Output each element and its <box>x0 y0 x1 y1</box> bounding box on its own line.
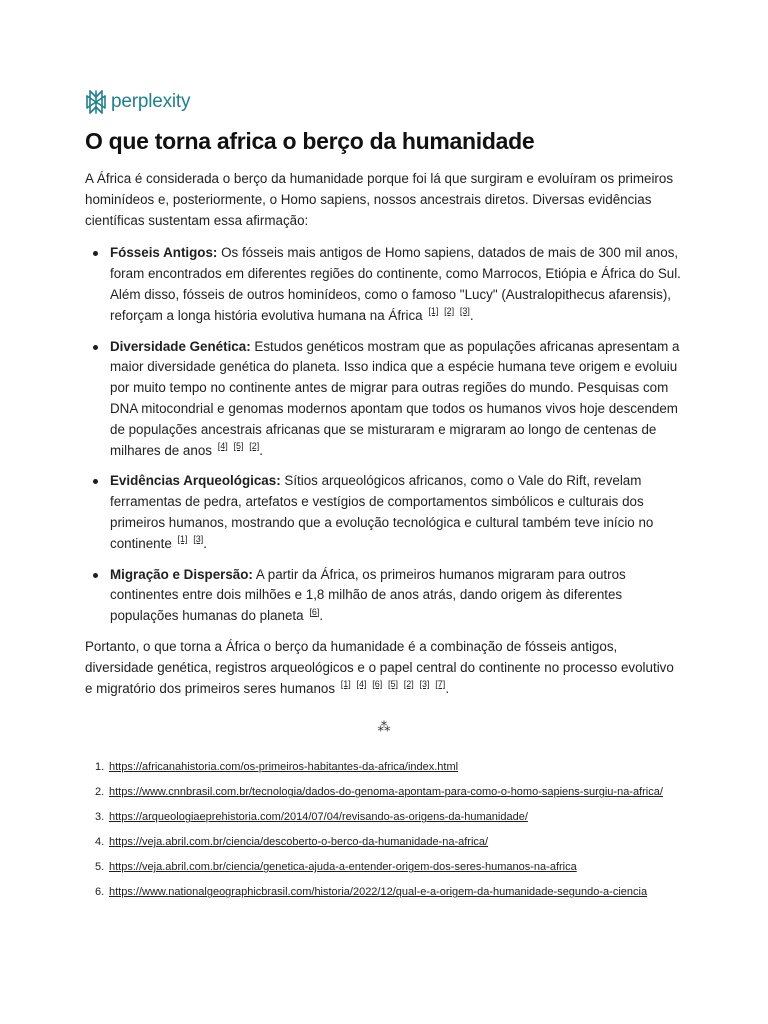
citation-link[interactable]: [5] <box>388 679 399 690</box>
citation-link[interactable]: [1] <box>340 679 351 690</box>
citation-link[interactable]: [3] <box>419 679 430 690</box>
source-link[interactable]: https://veja.abril.com.br/ciencia/genetica-ajuda-a-entender-origem-dos-seres-humanos-na-africa <box>109 861 577 874</box>
sources-list <box>85 759 683 901</box>
source-item <box>85 884 683 901</box>
source-number: 5. <box>95 861 105 874</box>
list-item-text: Estudos genéticos mostram que as populações africanas apresentam a maior diversidade genética do planeta. Isso indica que a espécie humana teve origem e evoluiu por muito tempo no continente antes de migrar para outras regiões do mundo. Pesquisas com DNA mitocondrial e genomas modernos apontam que todos os humanos vivos hoje descendem de populações ancestrais africanas que se misturaram e migraram ao longo de centenas de milhares de anos <box>110 338 680 458</box>
perplexity-logo-icon <box>85 89 107 115</box>
page-title: O que torna africa o berço da humanidade <box>85 128 535 154</box>
source-number: 2. <box>95 786 105 799</box>
source-number: 1. <box>95 761 105 774</box>
conclusion-paragraph: Portanto, o que torna a África o berço da humanidade é a combinação de fósseis antigos, diversidade genética, registros arqueológicos e o papel central do continente no processo evolutivo e migratório dos primeiros seres humanos [1] [4] [6] [5] [2] [3] [7]. <box>85 638 674 696</box>
source-item <box>85 809 683 826</box>
intro-paragraph: A África é considerada o berço da humanidade porque foi lá que surgiram e evoluíram os primeiros hominídeos e, posteriormente, o Homo sapiens, nossos ancestrais diretos. Diversas evidências científicas sustentam essa afirmação: <box>85 171 674 228</box>
citation-link[interactable]: [4] <box>217 441 228 452</box>
citation-link[interactable]: [3] <box>459 306 470 317</box>
citation-link[interactable]: [5] <box>233 441 244 452</box>
document-page <box>85 86 683 909</box>
list-item: Migração e Dispersão: A partir da África, os primeiros humanos migraram para outros continentes entre dois milhões e 1,8 milhão de anos atrás, dando origem às diferentes populações humanas do planeta [6]. <box>85 565 683 627</box>
source-item <box>85 834 683 851</box>
citation-link[interactable]: [2] <box>249 441 260 452</box>
bullet-icon <box>93 345 98 350</box>
source-link[interactable]: https://arqueologiaeprehistoria.com/2014/07/04/revisando-as-origens-da-humanidade/ <box>109 811 528 824</box>
bullet-icon <box>93 479 98 484</box>
source-link[interactable]: https://africanahistoria.com/os-primeiros-habitantes-da-africa/index.html <box>109 761 459 774</box>
citation-link[interactable]: [1] <box>428 306 439 317</box>
citation-link[interactable]: [7] <box>435 679 446 690</box>
evidence-list <box>85 243 683 627</box>
bullet-icon <box>93 251 98 256</box>
source-item <box>85 859 683 876</box>
brand-name: perplexity <box>111 91 191 112</box>
citation-link[interactable]: [6] <box>372 679 383 690</box>
source-item <box>85 784 683 801</box>
source-number: 6. <box>95 886 105 899</box>
citation-link[interactable]: [2] <box>444 306 455 317</box>
section-divider: ⁂ <box>377 719 391 735</box>
citation-link[interactable]: [1] <box>177 534 188 545</box>
source-link[interactable]: https://www.nationalgeographicbrasil.com/historia/2022/12/qual-e-a-origem-da-humanidade-segundo-a-ciencia <box>109 886 648 899</box>
citation-link[interactable]: [4] <box>356 679 367 690</box>
list-item: Evidências Arqueológicas: Sítios arqueológicos africanos, como o Vale do Rift, revelam ferramentas de pedra, artefatos e vestígios de comportamentos simbólicos e culturais dos primeiros humanos, mostrando que a evolução tecnológica e cultural também teve início no continente [1] [3]. <box>85 471 683 554</box>
list-item-text: A partir da África, os primeiros humanos migraram para outros continentes entre dois milhões e 1,8 milhão de anos atrás, dando origem às diferentes populações humanas do planeta <box>110 566 626 624</box>
list-item: Diversidade Genética: Estudos genéticos mostram que as populações africanas apresentam a maior diversidade genética do planeta. Isso indica que a espécie humana teve origem e evoluiu por muito tempo no continente antes de migrar para outras regiões do mundo. Pesquisas com DNA mitocondrial e genomas modernos apontam que todos os humanos vivos hoje descendem de populações ancestrais africanas que se misturaram e migraram ao longo de centenas de milhares de anos [4] [5] [2]. <box>85 337 683 462</box>
list-item: Fósseis Antigos: Os fósseis mais antigos de Homo sapiens, datados de mais de 300 mil anos, foram encontrados em diferentes regiões do continente, como Marrocos, Etiópia e África do Sul. Além disso, fósseis de outros hominídeos, como o famoso "Lucy" (Australopithecus afarensis), reforçam a longa história evolutiva humana na África [1] [2] [3]. <box>85 243 683 326</box>
source-number: 3. <box>95 811 105 824</box>
source-item <box>85 759 683 776</box>
list-item-text: Os fósseis mais antigos de Homo sapiens, datados de mais de 300 mil anos, foram encontrados em diferentes regiões do continente, como Marrocos, Etiópia e África do Sul. Além disso, fósseis de outros hominídeos, como o famoso "Lucy" (Australopithecus afarensis), reforçam a longa história evolutiva humana na África <box>110 245 681 323</box>
citation-link[interactable]: [2] <box>403 679 414 690</box>
brand-header <box>85 86 683 118</box>
bullet-icon <box>93 573 98 578</box>
source-number: 4. <box>95 836 105 849</box>
list-item-term: Migração e Dispersão: <box>110 566 253 582</box>
citation-link[interactable]: [3] <box>193 534 204 545</box>
source-link[interactable]: https://veja.abril.com.br/ciencia/descoberto-o-berco-da-humanidade-na-africa/ <box>109 836 489 849</box>
list-item-term: Evidências Arqueológicas: <box>110 473 281 489</box>
list-item-term: Fósseis Antigos: <box>110 245 218 261</box>
conclusion-text: Portanto, o que torna a África o berço da humanidade é a combinação de fósseis antigos, diversidade genética, registros arqueológicos e o papel central do continente no processo evolutivo e migratório dos primeiros seres humanos <box>85 638 674 696</box>
list-item-text: Sítios arqueológicos africanos, como o Vale do Rift, revelam ferramentas de pedra, artefatos e vestígios de comportamentos simbólicos e culturais dos primeiros humanos, mostrando que a evolução tecnológica e cultural também teve início no continente <box>110 473 654 551</box>
list-item-term: Diversidade Genética: <box>110 338 251 354</box>
source-link[interactable]: https://www.cnnbrasil.com.br/tecnologia/dados-do-genoma-apontam-para-como-o-homo-sapiens-surgiu-na-africa/ <box>109 786 663 799</box>
citation-link[interactable]: [6] <box>309 606 320 617</box>
